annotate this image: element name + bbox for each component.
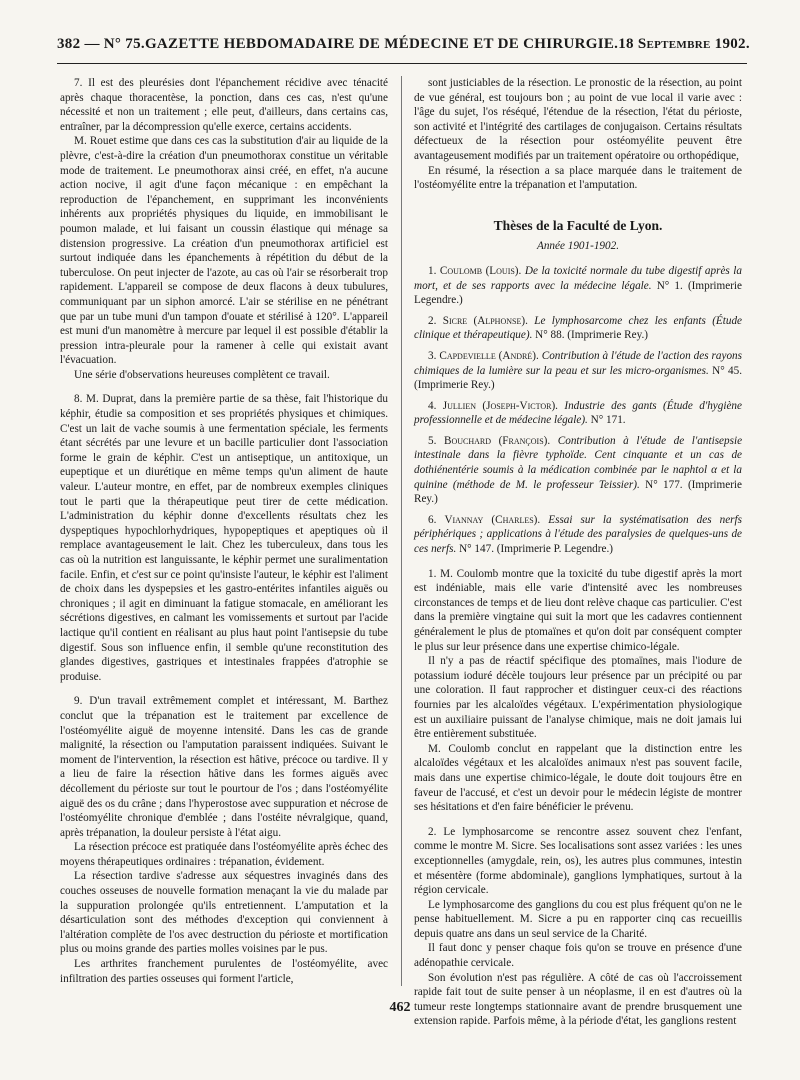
header-rule <box>57 63 747 64</box>
thesis-title: Contribution à l'étude de l'antisepsie intestinale dans la fièvre typhoïde. Cent cinquante et un cas de dothiénentérie soumis à la médication combinée par le naphtol α et la quinine (méthode de M. le professeur Teissier). <box>414 434 743 491</box>
thesis-rest: N° 171. <box>590 414 626 427</box>
page-footer-number: 462 <box>389 1000 411 1015</box>
paragraph: 9. D'un travail extrêmement complet et intéressant, M. Barthez conclut que la trépanation est le traitement par excellence de l'ostéomyélite aiguë de moyenne intensité. Dans les cas de grande malignité, la résection ou l'amputation paraissent indiquées. Suivant le moment de l'intervention, la résection est hâtive, précoce ou tardive. Il y a lieu de faire la résection hâtive dans les formes aiguës avec décollement du périoste sur tout le pourtour de l'os ; dans l'ostéomyélite aiguë des os du crâne ; dans l'hyperostose avec suppuration et nécrose de l'ostéomyélite chronique d'emblée ; dans l'ostéite névralgique, quand, après trépanation, la douleur persiste à l'état aigu. <box>60 695 388 839</box>
thesis-title: Contribution à l'étude de l'action des rayons chimiques de la lumière sur la peau et sur les micro-organismes. <box>414 349 743 377</box>
column-divider <box>401 76 402 986</box>
paragraph: M. Coulomb conclut en rappelant que la distinction entre les alcaloïdes végétaux et les alcaloïdes animaux n'est pas souvent facile, mais dans une expertise chimico-légale, le doute doit toujours être en faveur de l'accusé, et c'est un devoir pour le médecin légiste de montrer ses hésitations et d'en faire bénéficier le prévenu. <box>414 742 742 814</box>
paragraph: En résumé, la résection a sa place marquée dans le traitement de l'ostéomyélite entre la trépanation et l'amputation. <box>414 164 742 192</box>
paragraph: 7. Il est des pleurésies dont l'épanchement récidive avec ténacité après chaque thoracentèse, la ponction, dans ces cas, n'est qu'une nécessité et non un traitement ; elle peut, d'ailleurs, dans certains cas, entraîner, par la décompression qu'elle exerce, certains accidents. <box>60 77 388 133</box>
theses-list <box>414 264 742 557</box>
thesis-title: De la toxicité normale du tube digestif après la mort, et de ses rapports avec la médecine légale. <box>414 264 743 292</box>
paragraph: Les arthrites franchement purulentes de l'ostéomyélite, avec infiltration des parties osseuses qui forment l'article, <box>60 958 388 985</box>
thesis-entry <box>414 513 742 557</box>
paragraph: 8. M. Duprat, dans la première partie de sa thèse, fait l'historique du képhir, étudie sa composition et ses propriétés physiques et chimiques. C'est un lait de vache soumis à une fermentation spéciale, les ferments étant sécrétés par une levure et un bacille particulier dont l'association forme le grain de képhir. C'est un antiseptique, un antitoxique, un eupeptique et un diurétique en même temps qu'un aliment de haute valeur. L'auteur montre, en effet, par de nombreux exemples cliniques tout le parti que la thérapeutique peut tirer de cette médication. L'administration du képhir donne d'excellents résultats chez les dyspeptiques hypochlorhydriques, hypopeptiques et apeptiques où il remplace avantageusement le lait. Chez les tuberculeux, dans tous les cas où la nutrition est languissante, le képhir permet une suralimentation facile. Enfin, et c'est sur ce point qu'insiste l'auteur, le képhir est l'aliment de choix dans les dyspepsies et les gastro-entérites infantiles aiguës ou chroniques ; il agit en diminuant la fatigue stomacale, en améliorant les sécrétions digestives, en calmant les vomissements et surtout par l'acide lactique qu'il contient en réalisant au plus haut point l'antisepsie du tube digestif. Sous son influence enfin, il semble qu'une reconstitution des glandes digestives, gastriques et intestinales frappées d'atrophie se produise. <box>60 393 388 683</box>
issue-date: 18 Septembre 1902. <box>618 36 750 52</box>
paragraph: La résection précoce est pratiquée dans l'ostéomyélite après échec des moyens thérapeutiques ordinaires : trépanation, évidement. <box>60 841 388 868</box>
thesis-entry <box>414 434 742 507</box>
running-header <box>57 36 750 53</box>
section-subtitle: Année 1901-1902. <box>536 240 620 253</box>
paragraph: Il n'y a pas de réactif spécifique des ptomaïnes, mais l'iodure de potassium ioduré décèle toujours leur présence par un précipité ou par une coloration. Il faut rapprocher et distinguer ceux-ci des réactions fournies par les alcaloïdes végétaux. L'expérimentation physiologique est un auxiliaire puissant de l'analyse chimique, mais ne doit jamais lui être entièrement substituée. <box>414 655 742 741</box>
thesis-author: Capdevielle (André). <box>439 349 539 362</box>
thesis-num: 2. <box>428 314 437 327</box>
paragraph: sont justiciables de la résection. Le pronostic de la résection, au point de vue général, est toujours bon ; au point de vue local il varie avec : l'âge du sujet, l'os réséqué, l'étendue de la résection, l'état du périoste, son activité et l'intégrité des cartilages de conjugaison. Certains résultats défectueux de la résection pour ostéomyélite peuvent être avantageusement modifiés par un traitement opératoire ou orthopédique, <box>414 77 742 162</box>
thesis-author: Jullien (Joseph-Victor). <box>442 399 558 412</box>
thesis-rest: N° 45. (Imprimerie Rey.) <box>414 364 742 392</box>
thesis-num: 1. <box>428 264 437 277</box>
thesis-author: Sicre (Alphonse). <box>442 314 528 327</box>
thesis-num: 6. <box>428 513 437 526</box>
thesis-title: Industrie des gants (Étude d'hygiène professionnelle et de médecine légale). <box>414 399 742 427</box>
section-title: Thèses de la Faculté de Lyon. <box>493 217 663 233</box>
paragraph: M. Rouet estime que dans ces cas la substitution d'air au liquide de la plèvre, c'est-à-dire la création d'un pneumothorax constitue un véritable mode de traitement. Le pneumothorax ainsi créé, en effet, n'a aucune action nocive, il agit d'une façon mécanique : en empêchant la reproduction de l'épanchement, en supprimant les inconvénients inhérents aux propriétés physiques du liquide, en immobilisant le poumon malade, et lui faisant un coussin élastique qui ménage sa distension progressive. La création d'un pneumothorax artificiel est surtout indiquée dans les épanchements à répétition du début de la tuberculose. On peut injecter de l'azote, au cas où l'air se résorberait trop rapidement. L'appareil se compose de deux flacons à deux tubulures, communiquant par un siphon amorcé. L'air se stérilise en ne pénétrant que par un tube muni d'un tampon d'ouate et stérilisé à 120°. L'appareil est muni d'un manomètre à mercure par lequel il est possible d'établir la pression intra-pleurale pour la ramener à celle qui existait avant l'évacuation. <box>60 135 388 367</box>
page-number-issue: 382 — N° 75. <box>57 36 145 52</box>
thesis-rest: N° 147. (Imprimerie P. Legendre.) <box>459 543 613 556</box>
thesis-entry <box>414 264 742 308</box>
paragraph: Il faut donc y penser chaque fois qu'on se trouve en présence d'une adénopathie cervicale. <box>414 942 742 970</box>
thesis-num: 5. <box>428 434 437 447</box>
thesis-rest: N° 177. (Imprimerie Rey.) <box>414 478 742 506</box>
thesis-num: 4. <box>428 399 437 412</box>
journal-title: GAZETTE HEBDOMADAIRE DE MÉDECINE ET DE CHIRURGIE. <box>144 36 619 52</box>
right-column <box>414 76 742 1029</box>
paragraph: Son évolution n'est pas régulière. A côté de cas où l'accroissement rapide fait tout de suite penser à un néoplasme, il en est d'autres où la tumeur reste longtemps stationnaire avant de prendre brusquement une extension rapide. Parfois même, à la période d'état, les ganglions restent <box>414 971 742 1028</box>
thesis-author: Viannay (Charles). <box>444 513 541 526</box>
paragraph: Une série d'observations heureuses complètent ce travail. <box>74 368 330 381</box>
thesis-entry <box>414 314 742 343</box>
thesis-title: Le lymphosarcome chez les enfants (Étude clinique et thérapeutique). <box>414 314 743 342</box>
thesis-author: Bouchard (François). <box>443 434 551 447</box>
thesis-author: Coulomb (Louis). <box>439 264 522 277</box>
paragraph: Le lymphosarcome des ganglions du cou est plus fréquent qu'on ne le pense habituellement. M. Sicre a pu en rapporter cinq cas recueillis depuis quatre ans dans un seul service de la Charité. <box>414 898 742 940</box>
thesis-rest: N° 1. (Imprimerie Legendre.) <box>414 279 742 307</box>
thesis-entry <box>414 399 742 428</box>
left-column <box>60 76 388 986</box>
paragraph: 1. M. Coulomb montre que la toxicité du tube digestif après la mort est indéniable, mais elle varie d'intensité avec les nombreuses circonstances de temps et de lieu dont relève chaque cas particulier. C'est dans la première vingtaine qui suit la mort que les cadavres contiennent généralement le plus de ptomaïnes et qu'on doit par conséquent compter le plus sur leur présence dans une expertise chimico-légale. <box>414 567 742 653</box>
thesis-num: 3. <box>428 349 437 362</box>
paragraph: La résection tardive s'adresse aux séquestres invaginés dans des couches osseuses de nouvelle formation menaçant la vie du malade par la suppuration prolongée qu'ils entretiennent. L'amputation et la désarticulation sont des méthodes d'exception qui conviennent à l'altération complète de l'os avec destruction du périoste et mortification plus ou moins grande des parties molles voisines par le pus. <box>60 870 388 956</box>
paragraph: 2. Le lymphosarcome se rencontre assez souvent chez l'enfant, comme le montre M. Sicre. Ses localisations sont assez variées : les unes exceptionnelles (amygdale, rein, os), les autres plus communes, intestin et mésentère (forme abdominale), ganglions lymphatiques, surtout à la région cervicale. <box>414 825 742 897</box>
thesis-rest: N° 88. (Imprimerie Rey.) <box>535 329 648 342</box>
thesis-title: Essai sur la systématisation des nerfs périphériques ; applications à l'étude des paralysies de quelques-uns de ces nerfs. <box>414 513 742 556</box>
thesis-entry <box>414 349 742 393</box>
